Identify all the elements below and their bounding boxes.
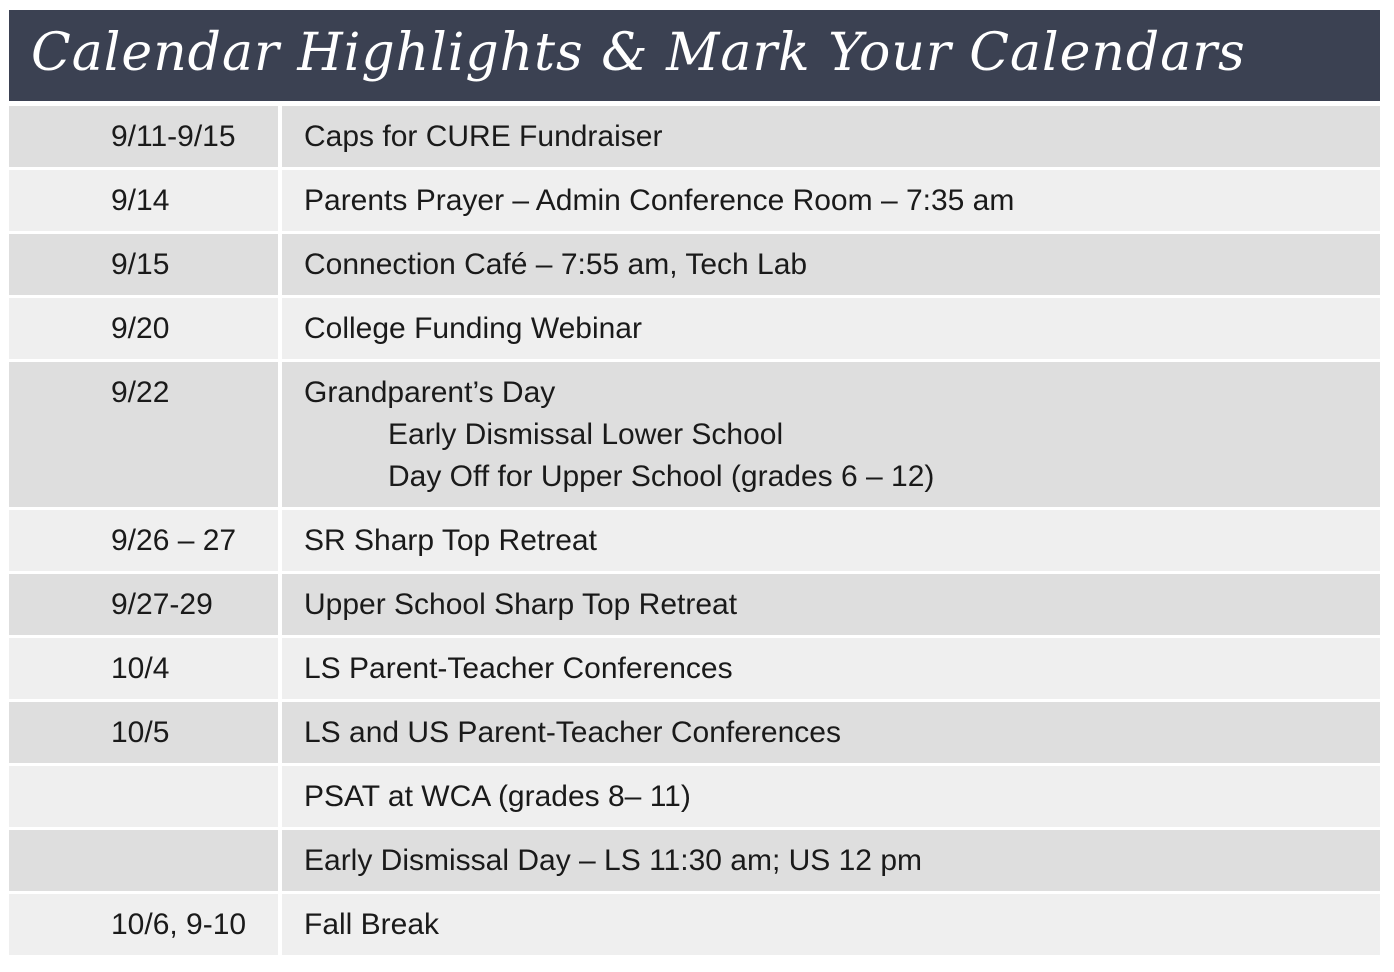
date-cell bbox=[9, 894, 282, 955]
page-title: Calendar Highlights & Mark Your Calendars bbox=[31, 22, 1246, 83]
table-row bbox=[9, 510, 1380, 574]
date-cell bbox=[9, 574, 282, 635]
date-cell bbox=[9, 702, 282, 763]
date-cell bbox=[9, 298, 282, 359]
event-cell bbox=[282, 170, 1380, 231]
event-text: SR Sharp Top Retreat bbox=[304, 524, 597, 557]
event-text: College Funding Webinar bbox=[304, 312, 642, 345]
event-cell bbox=[282, 298, 1380, 359]
date-cell bbox=[9, 510, 282, 571]
event-text: Fall Break bbox=[304, 908, 440, 941]
table-row bbox=[9, 362, 1380, 510]
date-text: 9/20 bbox=[111, 312, 170, 345]
event-cell bbox=[282, 766, 1380, 827]
table-row bbox=[9, 106, 1380, 170]
event-text: LS and US Parent-Teacher Conferences bbox=[304, 716, 841, 749]
table-row bbox=[9, 830, 1380, 894]
event-cell bbox=[282, 574, 1380, 635]
date-cell bbox=[9, 638, 282, 699]
event-cell bbox=[282, 702, 1380, 763]
calendar-table bbox=[9, 106, 1380, 958]
date-cell bbox=[9, 234, 282, 295]
date-text: 10/5 bbox=[111, 716, 170, 749]
date-cell bbox=[9, 106, 282, 167]
date-cell bbox=[9, 170, 282, 231]
event-cell bbox=[282, 894, 1380, 955]
event-cell bbox=[282, 234, 1380, 295]
event-cell bbox=[282, 830, 1380, 891]
table-row bbox=[9, 894, 1380, 958]
date-cell bbox=[9, 830, 282, 891]
date-cell bbox=[9, 362, 282, 507]
event-subline: Early Dismissal Lower School bbox=[388, 418, 784, 451]
date-text bbox=[111, 766, 278, 818]
date-text: 9/26 – 27 bbox=[111, 524, 237, 557]
event-text: Early Dismissal Day – LS 11:30 am; US 12 pm bbox=[304, 844, 923, 877]
table-row bbox=[9, 234, 1380, 298]
table-row bbox=[9, 574, 1380, 638]
event-text: PSAT at WCA (grades 8– 11) bbox=[304, 780, 691, 813]
date-text bbox=[111, 830, 278, 882]
event-cell bbox=[282, 510, 1380, 571]
event-text: LS Parent-Teacher Conferences bbox=[304, 652, 733, 685]
header-banner bbox=[9, 10, 1380, 101]
date-cell bbox=[9, 766, 282, 827]
event-text: Connection Café – 7:55 am, Tech Lab bbox=[304, 248, 808, 281]
table-row bbox=[9, 638, 1380, 702]
event-text: Upper School Sharp Top Retreat bbox=[304, 588, 738, 621]
date-text: 10/6, 9-10 bbox=[111, 908, 247, 941]
date-text: 9/15 bbox=[111, 248, 170, 281]
table-row bbox=[9, 766, 1380, 830]
event-text: Caps for CURE Fundraiser bbox=[304, 120, 663, 153]
table-row bbox=[9, 170, 1380, 234]
event-cell bbox=[282, 362, 1380, 507]
table-row bbox=[9, 298, 1380, 362]
event-cell bbox=[282, 106, 1380, 167]
date-text: 9/27-29 bbox=[111, 588, 213, 621]
date-text: 10/4 bbox=[111, 652, 170, 685]
event-text: Parents Prayer – Admin Conference Room – 7:35 am bbox=[304, 184, 1015, 217]
date-text: 9/11-9/15 bbox=[111, 120, 236, 153]
table-row bbox=[9, 702, 1380, 766]
date-text: 9/14 bbox=[111, 184, 170, 217]
date-text: 9/22 bbox=[111, 376, 170, 409]
event-subline: Day Off for Upper School (grades 6 – 12) bbox=[388, 460, 935, 493]
event-text: Grandparent’s Day bbox=[304, 376, 556, 409]
event-cell bbox=[282, 638, 1380, 699]
